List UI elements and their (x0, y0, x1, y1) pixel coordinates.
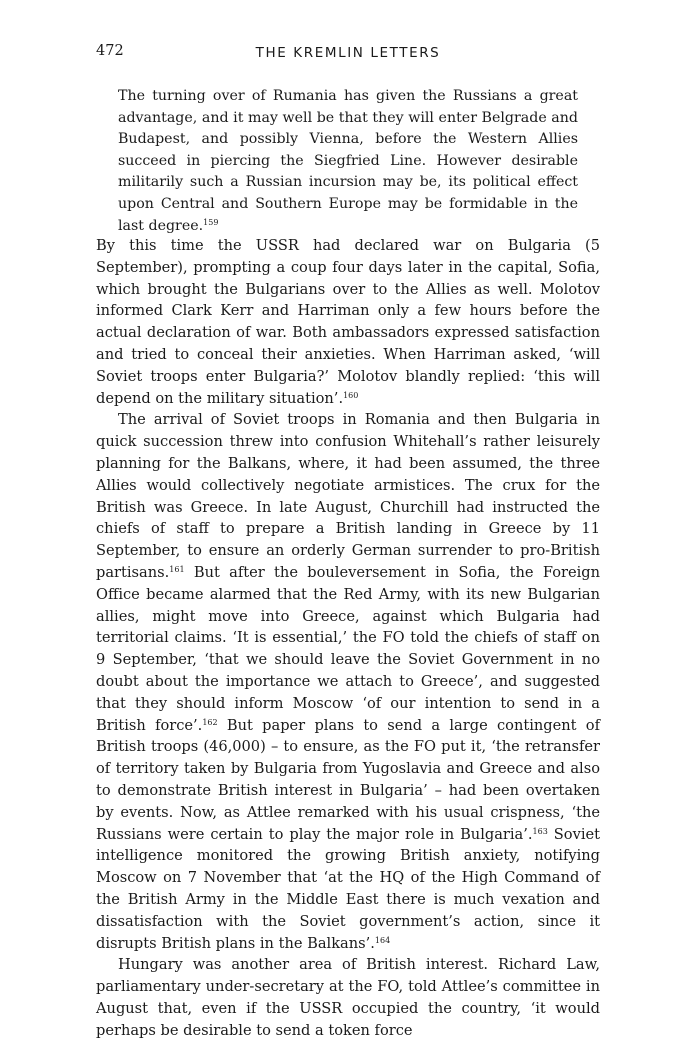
paragraph-text: Hungary was another area of British interest. Richard Law, parliamentary under-secretary at the FO, told Attlee’s committee in August that, even if the USSR occupied the country, ‘it would perhaps be desirable to send a token force (96, 956, 600, 1039)
footnote-ref-159: 159 (203, 217, 219, 227)
paragraph-text: But paper plans to send a large contingent of British troops (46,000) – to ensure, as the FO put it, ‘the retransfer of territory taken by Bulgaria from Yugoslavia and Greece and also to demonstrate British interest in Bulgaria’ – had been overtaken by events. Now, as Attlee remarked with his usual crispness, ‘the Russians were certain to play the major role in Bulgaria’. (96, 716, 600, 843)
paragraph-text: But after the bouleversement in Sofia, the Foreign Office became alarmed that the Red Army, with its new Bulgarian allies, might move into Greece, against which Bulgaria had territorial claims. ‘It is essential,’ the FO told the chiefs of staff on 9 September, ‘that we should leave the Soviet Government in no doubt about the importance we attach to Greece’, and suggested that they should inform Moscow ‘of our intention to send in a British force’. (96, 563, 600, 734)
page-number: 472 (96, 43, 124, 59)
paragraph-text: By this time the USSR had declared war on Bulgaria (5 September), prompting a coup four days later in the capital, Sofia, which brought the Bulgarians over to the Allies as well. Molotov informed Clark Kerr and Harriman only a few hours before the actual declaration of war. Both ambassadors expressed satisfaction and tried to conceal their anxieties. When Harriman asked, ‘will Soviet troops enter Bulgaria?’ Molotov blandly replied: ‘this will depend on the military situation’. (96, 237, 600, 407)
paragraph-2 (96, 409, 600, 954)
paragraph-text: Soviet intelligence monitored the growing British anxiety, notifying Moscow on 7 November that ‘at the HQ of the High Command of the British Army in the Middle East there is much vexation and dissatisfaction with the Soviet government’s action, since it disrupts British plans in the Balkans’. (96, 825, 600, 952)
footnote-ref-163: 163 (532, 826, 548, 836)
page-header (96, 43, 600, 63)
footnote-ref-160: 160 (343, 390, 359, 400)
footnote-ref-162: 162 (202, 717, 218, 727)
paragraph-text: The arrival of Soviet troops in Romania and then Bulgaria in quick succession threw into confusion Whitehall’s rather leisurely planning for the Balkans, where, it had been assumed, the three Allies would collectively negotiate armistices. The crux for the British was Greece. In late August, Churchill had instructed the chiefs of staff to prepare a British landing in Greece by 11 September, to ensure an orderly German surrender to pro-British partisans. (96, 411, 600, 581)
paragraph-3 (96, 954, 600, 1041)
body-text (96, 235, 600, 1041)
footnote-ref-164: 164 (374, 935, 391, 945)
block-quote-text: The turning over of Rumania has given the Russians a great advantage, and it may well be that they will enter Belgrade and Budapest, and possibly Vienna, before the Western Allies succeed in piercing the Siegfried Line. However desirable militarily such a Russian incursion may be, its political effect upon Central and Southern Europe may be formidable in the last degree. (118, 88, 578, 234)
paragraph-1 (96, 235, 600, 409)
running-title: THE KREMLIN LETTERS (255, 45, 441, 61)
block-quote (118, 86, 578, 237)
footnote-ref-161: 161 (169, 564, 185, 574)
